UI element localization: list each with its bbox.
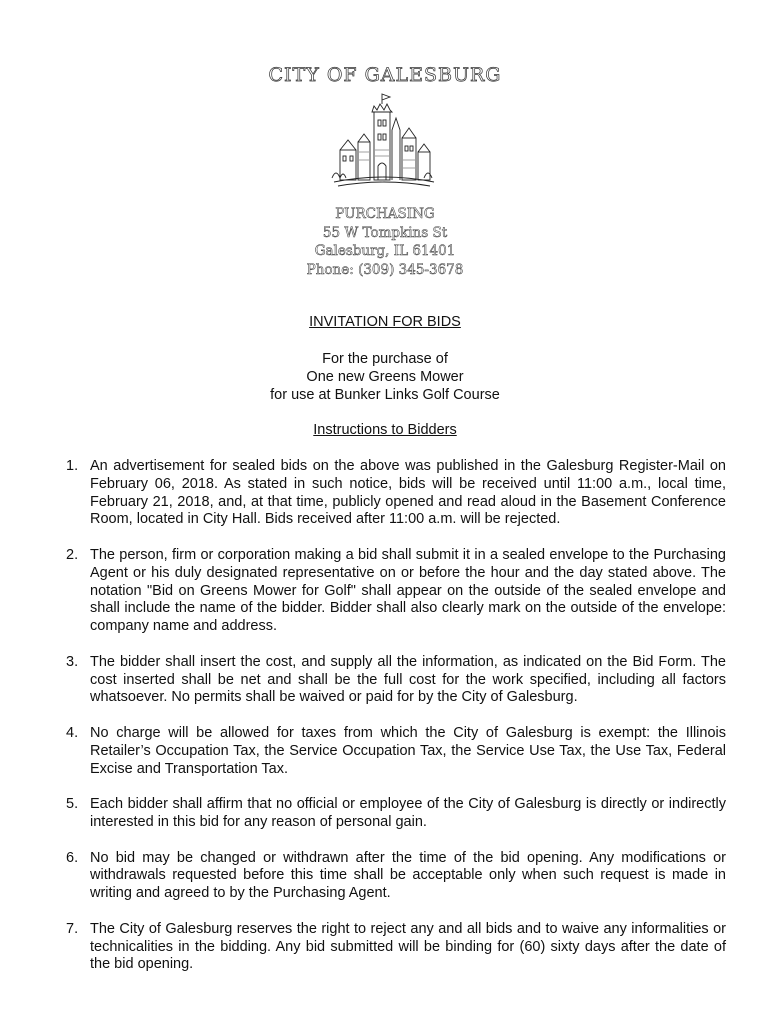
item-text: No bid may be changed or withdrawn after the time of the bid opening. Any modifications or withdrawals requested before this time shall be acceptable only when such request is made in writing and agreed to by the Purchasing Agent.: [90, 849, 726, 902]
department-name: PURCHASING: [335, 206, 435, 222]
item-text: An advertisement for sealed bids on the above was published in the Galesburg Register-Mail on February 06, 2018. As stated in such notice, bids will be received until 11:00 a.m., local time, February 21, 2018, and, at that time, publicly opened and read aloud in the Basement Conference Room, located in City Hall. Bids received after 11:00 a.m. will be rejected.: [90, 458, 726, 528]
item-text: Each bidder shall affirm that no official or employee of the City of Galesburg is directly or indirectly interested in this bid for any reason of personal gain.: [90, 796, 726, 830]
subtitle-line-2: One new Greens Mower: [306, 369, 464, 385]
document-title: INVITATION FOR BIDS: [309, 314, 461, 330]
document-subtitle: [0, 350, 770, 404]
subtitle-line-1: For the purchase of: [322, 351, 448, 367]
list-item: [66, 850, 726, 903]
item-text: The bidder shall insert the cost, and supply all the information, as indicated on the Bid Form. The cost inserted shall be net and shall be the full cost for the work specified, including all factors whatsoever. No permits shall be waived or paid for by the City of Galesburg.: [90, 653, 726, 706]
instructions-list: [66, 458, 726, 992]
phone-number: Phone: (309) 345-3678: [306, 261, 464, 278]
purchasing-address-block: [0, 205, 770, 279]
list-item: [66, 458, 726, 529]
item-text: The person, firm or corporation making a bid shall submit it in a sealed envelope to the Purchasing Agent or his duly designated representative on or before the hour and the day stated above. The notation "Bid on Greens Mower for Golf" shall appear on the outside of the sealed envelope and shall include the name of the bidder. Bidder shall also clearly mark on the outside of the envelope: company name and address.: [90, 546, 726, 635]
city-title: CITY OF GALESBURG: [268, 64, 502, 86]
list-item: [66, 921, 726, 974]
list-item: [66, 654, 726, 707]
item-number: 7.: [66, 920, 79, 937]
instructions-heading: Instructions to Bidders: [313, 422, 457, 438]
item-number: 3.: [66, 653, 79, 670]
list-item: [66, 547, 726, 636]
item-number: 2.: [66, 546, 79, 563]
list-item: [66, 796, 726, 832]
item-text: The City of Galesburg reserves the right to reject any and all bids and to waive any informalities or technicalities in the bidding. Any bid submitted will be binding for (60) sixty days after the date of the bid opening.: [90, 920, 726, 973]
item-text: No charge will be allowed for taxes from which the City of Galesburg is exempt: the Illinois Retailer’s Occupation Tax, the Service Occupation Tax, the Service Use Tax, the Use Tax, Federal Excise and Transportation Tax.: [90, 724, 726, 777]
item-number: 5.: [66, 796, 79, 813]
city-state-zip: Galesburg, IL 61401: [314, 243, 456, 259]
city-seal-castle-icon: [328, 90, 440, 190]
list-item: [66, 725, 726, 778]
subtitle-line-3: for use at Bunker Links Golf Course: [270, 387, 500, 403]
item-number: 6.: [66, 849, 79, 866]
street-address: 55 W Tompkins St: [322, 224, 448, 241]
item-number: 1.: [66, 458, 79, 474]
item-number: 4.: [66, 724, 79, 741]
